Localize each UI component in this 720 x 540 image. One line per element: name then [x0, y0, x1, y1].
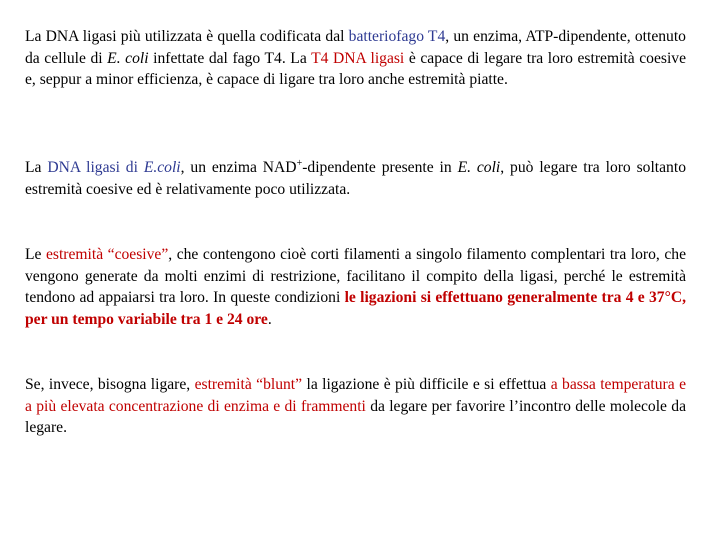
highlight-cohesive-ends: estremità “coesive”: [45, 246, 169, 263]
superscript-plus: +: [296, 157, 303, 169]
highlight-low-temperature: a bassa temperatura e a più elevata concentrazione di enzima e di frammenti: [25, 376, 686, 415]
text-segment: .: [267, 310, 272, 328]
paragraph-t4-ligase: [25, 26, 686, 91]
text-segment: La: [25, 159, 48, 176]
text-segment: , un enzima, ATP-dipendente, ottenuto da cellule di: [25, 28, 686, 67]
text-segment: è capace di legare tra loro estremità coesive e, seppur a minor efficienza, è capace di ligare tra loro anche estremità piatte.: [25, 49, 687, 88]
text-segment: Se, invece, bisogna ligare,: [25, 376, 195, 393]
text-segment: la ligazione è più difficile e si effettua: [302, 376, 551, 393]
highlight-blunt-ends: estremità “blunt”: [194, 376, 303, 393]
species-e-coli: E.coli: [143, 159, 181, 176]
species-e-coli: E. coli: [107, 49, 149, 67]
highlight-ecoli-ligase: [47, 159, 180, 176]
text-segment: , che contengono cioè corti filamenti a singolo filamento complentari tra loro, che vengono generate da molti enzimi di restrizione, facilitano il compito della ligasi, perché le estremità tendono ad appaiarsi tra loro. In queste condizioni: [25, 246, 686, 306]
species-e-coli: E. coli: [457, 159, 501, 176]
text-segment: , un enzima NAD: [180, 159, 297, 176]
text-segment: DNA ligasi di: [47, 159, 144, 176]
highlight-ligation-conditions: le ligazioni si effettuano generalmente tra 4 e 37°C, per un tempo variabile tra 1 e 24 ore: [25, 289, 686, 328]
paragraph-blunt-ends: [25, 374, 686, 439]
highlight-t4-dna-ligase: T4 DNA ligasi: [311, 49, 405, 67]
text-segment: , può legare tra loro soltanto estremità coesive ed è relativamente poco utilizzata.: [25, 159, 686, 198]
text-segment: La DNA ligasi più utilizzata è quella codificata dal: [25, 28, 349, 45]
text-segment: infettate dal fago T4. La: [148, 49, 312, 67]
paragraph-ecoli-ligase: [25, 157, 686, 200]
text-segment: Le: [25, 246, 46, 263]
highlight-bacteriophage-t4: batteriofago T4: [348, 28, 446, 45]
text-segment: da legare per favorire l’incontro delle molecole da legare.: [25, 397, 686, 436]
paragraph-cohesive-ends: [25, 244, 686, 330]
text-segment: -dipendente presente in: [302, 159, 458, 176]
